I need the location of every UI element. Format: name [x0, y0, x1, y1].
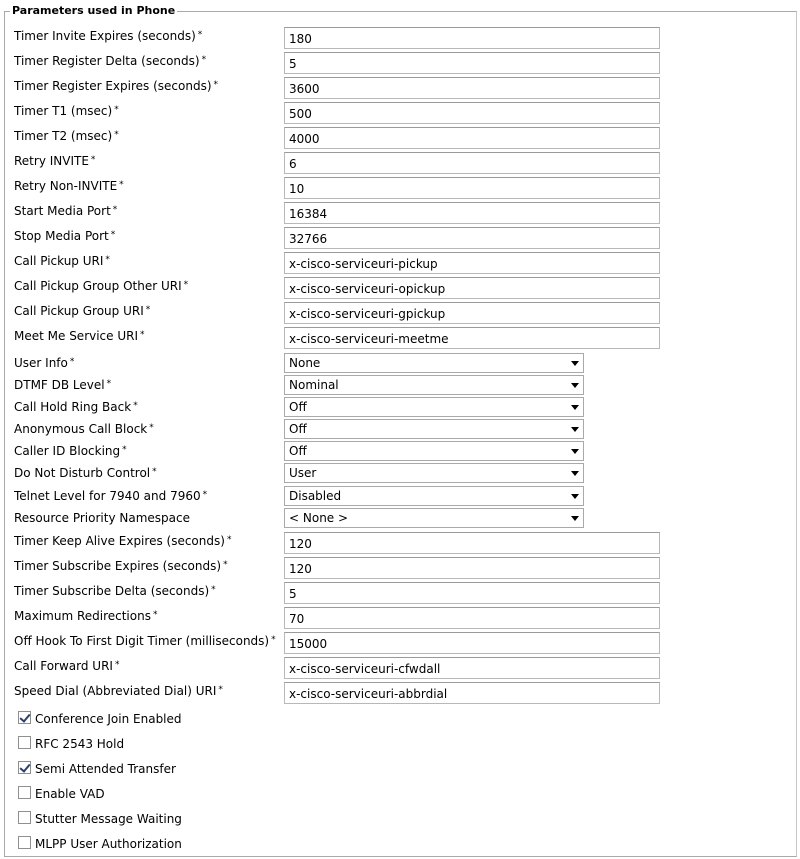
do-not-disturb-control-label-text: Do Not Disturb Control [14, 466, 151, 480]
do-not-disturb-control-select[interactable] [284, 463, 584, 483]
anonymous-call-block-select[interactable] [284, 419, 584, 439]
required-marker: * [114, 660, 120, 670]
field-row-user-info [14, 352, 664, 374]
timer-keep-alive-expires-input[interactable] [284, 532, 660, 554]
required-marker: * [140, 330, 145, 340]
retry-non-invite-input[interactable] [284, 177, 660, 199]
field-row-call-hold-ring-back [14, 396, 664, 418]
timer-t2-input[interactable] [284, 127, 660, 149]
enable-vad-checkbox[interactable] [18, 786, 31, 799]
timer-register-expires-input[interactable] [284, 77, 660, 99]
anonymous-call-block-label-text: Anonymous Call Block [14, 422, 148, 436]
semi-attended-transfer-label: Semi Attended Transfer [35, 762, 176, 776]
timer-subscribe-expires-label-text: Timer Subscribe Expires (seconds) [14, 559, 222, 573]
timer-t1-input[interactable] [284, 102, 660, 124]
call-forward-uri-label-text: Call Forward URI [14, 659, 113, 673]
maximum-redirections-input[interactable] [284, 607, 660, 629]
timer-subscribe-expires-input[interactable] [284, 557, 660, 579]
chevron-down-icon [571, 516, 579, 521]
enable-vad-label: Enable VAD [35, 787, 105, 801]
off-hook-first-digit-timer-label-text: Off Hook To First Digit Timer (milliseconds) [14, 634, 270, 648]
timer-t1-label [14, 100, 119, 122]
resource-priority-namespace-label [14, 507, 192, 529]
timer-register-expires-label [14, 75, 218, 97]
caller-id-blocking-label [14, 440, 127, 462]
timer-invite-expires-label [14, 25, 202, 47]
checkbox-row-conference-join-enabled [18, 709, 318, 731]
off-hook-first-digit-timer-input[interactable] [284, 632, 660, 654]
field-row-anonymous-call-block [14, 418, 664, 440]
timer-subscribe-delta-label [14, 580, 216, 602]
field-row-start-media-port [14, 200, 664, 222]
telnet-level-selected-value: Disabled [289, 489, 342, 503]
timer-invite-expires-input[interactable] [284, 27, 660, 49]
chevron-down-icon [571, 494, 579, 499]
field-row-maximum-redirections [14, 605, 664, 627]
required-marker: * [110, 230, 116, 240]
call-pickup-group-uri-label [14, 300, 150, 322]
field-row-dtmf-db-level [14, 374, 664, 396]
call-pickup-group-other-uri-label-text: Call Pickup Group Other URI [14, 279, 182, 293]
field-row-off-hook-first-digit-timer [14, 630, 664, 652]
field-row-timer-t1 [14, 100, 664, 122]
conference-join-enabled-label: Conference Join Enabled [35, 712, 182, 726]
field-row-call-pickup-uri [14, 250, 664, 272]
timer-subscribe-expires-label [14, 555, 228, 577]
call-pickup-uri-label [14, 250, 110, 272]
field-row-call-pickup-group-other-uri [14, 275, 664, 297]
timer-keep-alive-expires-label [14, 530, 231, 552]
checkbox-row-enable-vad [18, 784, 318, 806]
maximum-redirections-label-text: Maximum Redirections [14, 609, 151, 623]
rfc-2543-hold-label: RFC 2543 Hold [35, 737, 125, 751]
chevron-down-icon [571, 383, 579, 388]
speed-dial-uri-label [14, 680, 223, 702]
mlpp-user-authorization-checkbox[interactable] [18, 836, 31, 849]
timer-invite-expires-label-text: Timer Invite Expires (seconds) [14, 29, 196, 43]
maximum-redirections-label [14, 605, 157, 627]
chevron-down-icon [571, 427, 579, 432]
chevron-down-icon [571, 471, 579, 476]
call-hold-ring-back-selected-value: Off [289, 400, 307, 414]
call-pickup-uri-input[interactable] [284, 252, 660, 274]
timer-register-delta-input[interactable] [284, 52, 660, 74]
required-marker: * [201, 55, 207, 65]
timer-subscribe-delta-label-text: Timer Subscribe Delta (seconds) [14, 584, 210, 598]
required-marker: * [69, 357, 75, 367]
anonymous-call-block-selected-value: Off [289, 422, 307, 436]
required-marker: * [119, 180, 124, 190]
call-forward-uri-input[interactable] [284, 657, 660, 679]
required-marker: * [149, 423, 154, 433]
retry-invite-label [14, 150, 95, 172]
timer-t2-label [14, 125, 119, 147]
user-info-label-text: User Info [14, 356, 68, 370]
meet-me-service-uri-label-text: Meet Me Service URI [14, 329, 139, 343]
retry-invite-input[interactable] [284, 152, 660, 174]
field-row-timer-subscribe-expires [14, 555, 664, 577]
do-not-disturb-control-selected-value: User [289, 466, 317, 480]
dtmf-db-level-label-text: DTMF DB Level [14, 378, 105, 392]
speed-dial-uri-input[interactable] [284, 682, 660, 704]
field-row-timer-keep-alive-expires [14, 530, 664, 552]
dtmf-db-level-select[interactable] [284, 375, 584, 395]
user-info-select[interactable] [284, 353, 584, 373]
required-marker: * [114, 105, 119, 115]
call-hold-ring-back-label-text: Call Hold Ring Back [14, 400, 132, 414]
retry-invite-label-text: Retry INVITE [14, 154, 89, 168]
field-row-retry-invite [14, 150, 664, 172]
rfc-2543-hold-checkbox[interactable] [18, 736, 31, 749]
chevron-down-icon [571, 405, 579, 410]
dtmf-db-level-label [14, 374, 111, 396]
timer-t2-label-text: Timer T2 (msec) [14, 129, 113, 143]
field-row-caller-id-blocking [14, 440, 664, 462]
timer-register-delta-label-text: Timer Register Delta (seconds) [14, 54, 200, 68]
field-row-timer-register-expires [14, 75, 664, 97]
required-marker: * [106, 379, 112, 389]
call-pickup-group-uri-input[interactable] [284, 302, 660, 324]
required-marker: * [152, 610, 158, 620]
telnet-level-label [14, 485, 207, 507]
required-marker: * [114, 130, 119, 140]
off-hook-first-digit-timer-label [14, 630, 276, 652]
resource-priority-namespace-select[interactable] [284, 508, 584, 528]
call-forward-uri-label [14, 655, 119, 677]
chevron-down-icon [571, 449, 579, 454]
checkbox-row-mlpp-user-authorization [18, 834, 318, 856]
meet-me-service-uri-input[interactable] [284, 327, 660, 349]
timer-register-delta-label [14, 50, 206, 72]
call-hold-ring-back-select[interactable] [284, 397, 584, 417]
resource-priority-namespace-selected-value: < None > [289, 511, 349, 525]
stop-media-port-label [14, 225, 115, 247]
meet-me-service-uri-label [14, 325, 145, 347]
checkbox-row-stutter-message-waiting [18, 809, 318, 831]
conference-join-enabled-checkbox[interactable] [18, 711, 31, 724]
field-row-retry-non-invite [14, 175, 664, 197]
checkbox-row-semi-attended-transfer [18, 759, 318, 781]
required-marker: * [133, 401, 138, 411]
timer-keep-alive-expires-label-text: Timer Keep Alive Expires (seconds) [14, 534, 225, 548]
field-row-do-not-disturb-control [14, 462, 664, 484]
mlpp-user-authorization-label: MLPP User Authorization [35, 837, 182, 851]
dtmf-db-level-selected-value: Nominal [289, 378, 339, 392]
caller-id-blocking-selected-value: Off [289, 444, 307, 458]
start-media-port-label [14, 200, 117, 222]
anonymous-call-block-label [14, 418, 154, 440]
caller-id-blocking-label-text: Caller ID Blocking [14, 444, 121, 458]
field-row-telnet-level [14, 485, 664, 507]
call-hold-ring-back-label [14, 396, 138, 418]
required-marker: * [183, 280, 189, 290]
caller-id-blocking-select[interactable] [284, 441, 584, 461]
field-row-meet-me-service-uri [14, 325, 664, 347]
timer-t1-label-text: Timer T1 (msec) [14, 104, 113, 118]
required-marker: * [122, 445, 127, 455]
required-marker: * [223, 560, 228, 570]
timer-register-expires-label-text: Timer Register Expires (seconds) [14, 79, 212, 93]
telnet-level-label-text: Telnet Level for 7940 and 7960 [14, 489, 201, 503]
retry-non-invite-label [14, 175, 124, 197]
call-pickup-uri-label-text: Call Pickup URI [14, 254, 104, 268]
telnet-level-select[interactable] [284, 486, 584, 506]
field-row-call-pickup-group-uri [14, 300, 664, 322]
required-marker: * [202, 490, 208, 500]
required-marker: * [218, 685, 223, 695]
required-marker: * [213, 80, 219, 90]
checkmark-icon [19, 711, 30, 723]
field-row-resource-priority-namespace [14, 507, 664, 529]
field-row-call-forward-uri [14, 655, 664, 677]
required-marker: * [226, 535, 232, 545]
chevron-down-icon [571, 361, 579, 366]
field-row-timer-t2 [14, 125, 664, 147]
user-info-selected-value: None [289, 356, 321, 370]
call-pickup-group-uri-label-text: Call Pickup Group URI [14, 304, 144, 318]
stutter-message-waiting-checkbox[interactable] [18, 811, 31, 824]
call-pickup-group-other-uri-input[interactable] [284, 277, 660, 299]
required-marker: * [152, 467, 157, 477]
semi-attended-transfer-checkbox[interactable] [18, 761, 31, 774]
checkmark-icon [19, 761, 30, 773]
field-row-speed-dial-uri [14, 680, 664, 702]
section-title: Parameters used in Phone [12, 4, 176, 17]
resource-priority-namespace-label-text: Resource Priority Namespace [14, 511, 190, 525]
stop-media-port-input[interactable] [284, 227, 660, 249]
required-marker: * [271, 635, 276, 645]
start-media-port-label-text: Start Media Port [14, 204, 111, 218]
retry-non-invite-label-text: Retry Non-INVITE [14, 179, 118, 193]
field-row-stop-media-port [14, 225, 664, 247]
field-row-timer-invite-expires [14, 25, 664, 47]
required-marker: * [197, 30, 203, 40]
call-pickup-group-other-uri-label [14, 275, 188, 297]
speed-dial-uri-label-text: Speed Dial (Abbreviated Dial) URI [14, 684, 217, 698]
stutter-message-waiting-label: Stutter Message Waiting [35, 812, 182, 826]
required-marker: * [112, 205, 118, 215]
start-media-port-input[interactable] [284, 202, 660, 224]
field-row-timer-register-delta [14, 50, 664, 72]
checkbox-row-rfc-2543-hold [18, 734, 318, 756]
required-marker: * [211, 585, 216, 595]
timer-subscribe-delta-input[interactable] [284, 582, 660, 604]
required-marker: * [145, 305, 151, 315]
required-marker: * [90, 155, 96, 165]
stop-media-port-label-text: Stop Media Port [14, 229, 109, 243]
user-info-label [14, 352, 74, 374]
required-marker: * [105, 255, 110, 265]
field-row-timer-subscribe-delta [14, 580, 664, 602]
do-not-disturb-control-label [14, 462, 157, 484]
